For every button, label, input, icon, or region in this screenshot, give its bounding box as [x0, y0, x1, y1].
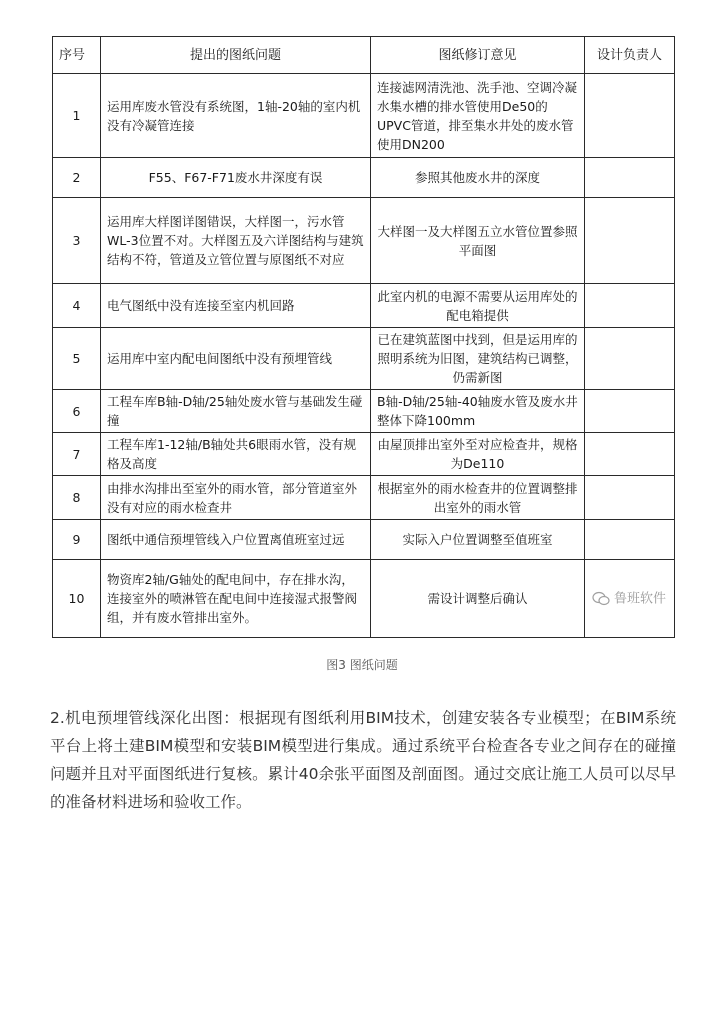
row-owner [585, 390, 675, 433]
row-opinion: 此室内机的电源不需要从运用库处的配电箱提供 [371, 284, 585, 328]
row-problem: 工程车库B轴-D轴/25轴处废水管与基础发生碰撞 [101, 390, 371, 433]
row-owner [585, 158, 675, 198]
row-no: 7 [53, 433, 101, 476]
row-owner [585, 198, 675, 284]
table-row [53, 328, 675, 390]
drawing-issues-table [52, 36, 675, 638]
row-owner [585, 560, 675, 638]
table-header-row [53, 37, 675, 74]
table-row [53, 390, 675, 433]
watermark [592, 589, 666, 608]
header-no: 序号 [53, 37, 101, 74]
row-problem: 物资库2轴/G轴处的配电间中，存在排水沟，连接室外的喷淋管在配电间中连接湿式报警阀组，并有废水管排出室外。 [101, 560, 371, 638]
row-no: 5 [53, 328, 101, 390]
row-owner [585, 433, 675, 476]
header-opinion: 图纸修订意见 [371, 37, 585, 74]
row-opinion: 连接滤网清洗池、洗手池、空调冷凝水集水槽的排水管使用De50的UPVC管道，排至集水井处的废水管使用DN200 [371, 74, 585, 158]
row-opinion: 根据室外的雨水检查井的位置调整排出室外的雨水管 [371, 476, 585, 520]
row-no: 3 [53, 198, 101, 284]
row-opinion: 参照其他废水井的深度 [371, 158, 585, 198]
row-owner [585, 74, 675, 158]
row-no: 4 [53, 284, 101, 328]
row-no: 8 [53, 476, 101, 520]
row-opinion: 已在建筑蓝图中找到，但是运用库的照明系统为旧图，建筑结构已调整，仍需新图 [371, 328, 585, 390]
row-no: 6 [53, 390, 101, 433]
row-opinion: 由屋顶排出室外至对应检查井，规格为De110 [371, 433, 585, 476]
row-no: 1 [53, 74, 101, 158]
table-row [53, 433, 675, 476]
drawing-issues-table-wrap [52, 36, 674, 638]
header-owner: 设计负责人 [585, 37, 675, 74]
row-no: 10 [53, 560, 101, 638]
row-problem: 运用库大样图详图错误，大样图一，污水管WL-3位置不对。大样图五及六详图结构与建筑结构不符，管道及立管位置与原图纸不对应 [101, 198, 371, 284]
table-row [53, 158, 675, 198]
row-owner [585, 520, 675, 560]
row-owner [585, 328, 675, 390]
watermark-text: 鲁班软件 [613, 591, 666, 606]
row-problem: 运用库中室内配电间图纸中没有预埋管线 [101, 328, 371, 390]
row-problem: 图纸中通信预埋管线入户位置离值班室过远 [101, 520, 371, 560]
row-opinion: 大样图一及大样图五立水管位置参照平面图 [371, 198, 585, 284]
table-row [53, 74, 675, 158]
header-problem: 提出的图纸问题 [101, 37, 371, 74]
table-row [53, 520, 675, 560]
figure-caption: 图3 图纸问题 [326, 658, 398, 672]
row-problem: 由排水沟排出至室外的雨水管，部分管道室外没有对应的雨水检查井 [101, 476, 371, 520]
row-problem: F55、F67-F71废水井深度有误 [101, 158, 371, 198]
table-row [53, 284, 675, 328]
row-problem: 运用库废水管没有系统图，1轴-20轴的室内机没有冷凝管连接 [101, 74, 371, 158]
table-row [53, 198, 675, 284]
row-opinion: 实际入户位置调整至值班室 [371, 520, 585, 560]
row-opinion: B轴-D轴/25轴-40轴废水管及废水井整体下降100mm [371, 390, 585, 433]
table-row [53, 560, 675, 638]
row-no: 2 [53, 158, 101, 198]
row-owner [585, 284, 675, 328]
table-row [53, 476, 675, 520]
row-no: 9 [53, 520, 101, 560]
row-owner [585, 476, 675, 520]
row-problem: 工程车库1-12轴/B轴处共6眼雨水管，没有规格及高度 [101, 433, 371, 476]
row-opinion: 需设计调整后确认 [371, 560, 585, 638]
body-paragraph: 2.机电预埋管线深化出图：根据现有图纸利用BIM技术，创建安装各专业模型；在BIM系统平台上将土建BIM模型和安装BIM模型进行集成。通过系统平台检查各专业之间存在的碰撞问题并且对平面图纸进行复核。累计40余张平面图及剖面图。通过交底让施工人员可以尽早的准备材料进场和验收工作。 [50, 709, 676, 811]
row-problem: 电气图纸中没有连接至室内机回路 [101, 284, 371, 328]
wechat-icon [592, 592, 610, 606]
